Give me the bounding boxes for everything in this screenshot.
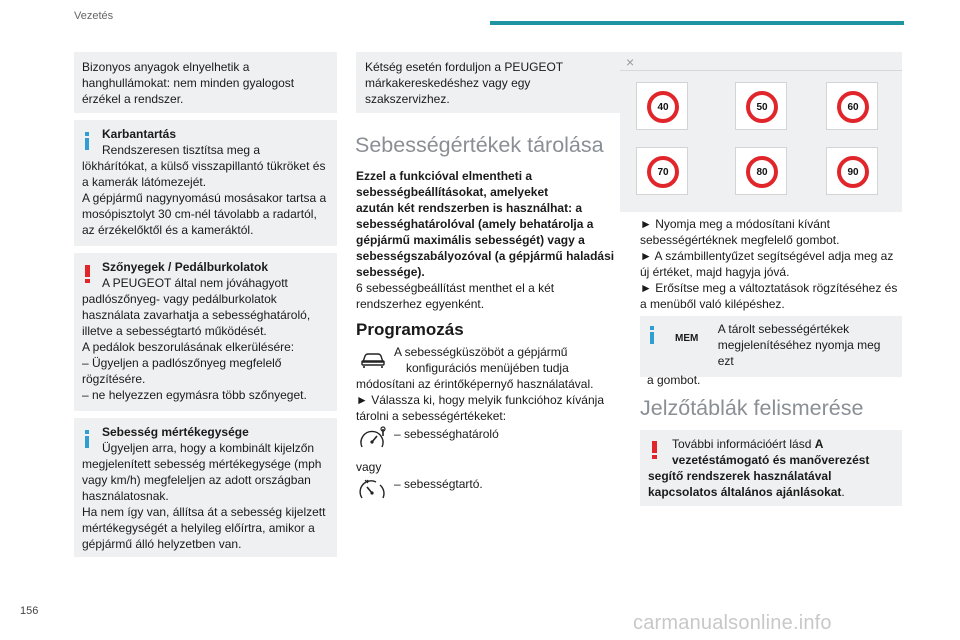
step-line: sebességértéknek megfelelő gombot. — [640, 233, 840, 247]
text-line: sebességbeállításokat, amelyeket — [356, 185, 549, 199]
speed-button[interactable] — [636, 82, 688, 130]
text-line: sebessége). — [356, 265, 425, 279]
info-line: vagy km/h) megfeleljen az adott országban — [82, 473, 311, 487]
speed-sign: 60 — [837, 91, 869, 123]
text-line: sebességszabályozóval (a gépjármű haladási — [356, 249, 615, 263]
note-line: hanghullámokat: nem minden gyalogost — [82, 76, 295, 90]
info-marker-icon — [85, 430, 89, 448]
info-heading: Sebesség mértékegysége — [102, 425, 249, 439]
note-box-sound-absorption — [74, 52, 337, 113]
warning-text: . — [841, 485, 845, 499]
section-title-sign-recognition: Jelzőtáblák felismerése — [640, 396, 864, 420]
warning-box-more-info — [640, 430, 902, 506]
header-accent-bar — [490, 21, 904, 25]
info-line: a gombot. — [647, 373, 701, 387]
step-line: ► A számbillentyűzet segítségével adja meg az — [640, 249, 894, 263]
info-line: A gépjármű nagynyomású mosásakor tartsa a — [82, 191, 327, 205]
note-box-dealer — [356, 52, 620, 113]
warning-text-bold: kapcsolatos általános ajánlásokat — [648, 485, 842, 499]
info-line: A tárolt sebességértékek — [717, 322, 850, 336]
watermark: carmanualsonline.info — [633, 612, 832, 634]
warning-line: A PEUGEOT által nem jóváhagyott — [102, 276, 288, 290]
speed-memory-screen — [620, 52, 902, 212]
speed-sign: 50 — [746, 91, 778, 123]
note-line: Kétség esetén forduljon a PEUGEOT — [365, 60, 564, 74]
steps-text — [640, 216, 910, 312]
intro-bold-text — [356, 168, 624, 280]
close-icon[interactable]: × — [626, 54, 635, 70]
warning-line: illetve a sebességtartó működését. — [82, 324, 267, 338]
warning-line: – Ügyeljen a padlószőnyeg megfelelő — [82, 356, 282, 370]
text-line: azután két rendszerben is használhat: a — [356, 201, 583, 215]
warning-line: A pedálok beszorulásának elkerülésére: — [82, 340, 295, 354]
cruise-control-icon — [356, 476, 390, 502]
info-line: Ügyeljen arra, hogy a kombinált kijelzőn — [102, 441, 315, 455]
note-line: márkakereskedéshez vagy egy — [365, 76, 531, 90]
info-line: Ha nem így van, állítsa át a sebesség kijelzett — [82, 505, 326, 519]
text-line: A sebességküszöböt a gépjármű — [394, 345, 568, 359]
speed-sign: 90 — [837, 156, 869, 188]
running-header: Vezetés — [74, 10, 114, 22]
warning-box-floor-mats — [74, 253, 337, 411]
info-marker-icon — [650, 326, 654, 344]
car-settings-icon — [356, 345, 390, 371]
text-line: sebességhatárolóval (amely behatárolja a — [356, 217, 594, 231]
speed-button[interactable] — [826, 82, 878, 130]
subheading-programming: Programozás — [356, 320, 464, 339]
info-line: megjelenített sebesség mértékegysége (mph — [82, 457, 322, 471]
intro-text — [356, 280, 624, 312]
warning-heading: Szőnyegek / Pedálburkolatok — [102, 260, 269, 274]
info-line: mosópisztolyt 30 cm-nél távolabb a radartól, — [82, 207, 317, 221]
step-line: új értéket, majd hagyja jóvá. — [640, 265, 790, 279]
step-line: ► Nyomja meg a módosítani kívánt — [640, 217, 830, 231]
warning-text-bold: vezetéstámogató és manőverezést — [672, 453, 870, 467]
info-line: mértékegységét a helyileg előírtra, amikor a — [82, 521, 315, 535]
limiter-label: – sebességhatároló — [394, 427, 499, 441]
speed-button[interactable] — [735, 147, 787, 195]
note-line: érzékel a rendszer. — [82, 92, 184, 106]
note-line: szakszervizhez. — [365, 92, 450, 106]
info-marker-icon — [85, 132, 89, 150]
mem-button-icon: MEM — [675, 333, 699, 344]
info-line: az érzékelőktől és a kameráktól. — [82, 223, 254, 237]
info-line: használatosnak. — [82, 489, 169, 503]
text-line: 6 sebességbeállítást menthet el a két — [356, 281, 555, 295]
text-line: tárolni a sebességértékeket: — [356, 409, 507, 423]
warning-line: használata zavarhatja a sebességhatároló, — [82, 308, 311, 322]
info-heading: Karbantartás — [102, 127, 177, 141]
info-line: megjelenítéséhez nyomja meg ezt — [717, 338, 881, 368]
info-box-speed-unit — [74, 418, 337, 557]
cruise-label: – sebességtartó. — [394, 477, 483, 491]
text-line: Ezzel a funkcióval elmentheti a — [356, 169, 533, 183]
panel-divider — [620, 70, 902, 71]
text-line: konfigurációs menüjében tudja — [406, 361, 569, 375]
text-line: módosítani az érintőképernyő használatával. — [356, 377, 594, 391]
info-line: gépjármű álló helyzetben van. — [82, 537, 242, 551]
speed-sign: 70 — [647, 156, 679, 188]
or-label: vagy — [356, 460, 382, 474]
text-line: rendszerhez egyenként. — [356, 297, 485, 311]
warning-marker-icon — [85, 265, 90, 283]
step-line: a menüből való kilépéshez. — [640, 297, 785, 311]
note-line: Bizonyos anyagok elnyelhetik a — [82, 60, 250, 74]
info-line: lökhárítókat, a külső visszapillantó tükröket és — [82, 159, 326, 173]
text-line: gépjármű maximális sebességét) vagy a — [356, 233, 585, 247]
warning-text: További információért lásd — [672, 437, 815, 451]
speed-button[interactable] — [735, 82, 787, 130]
page-number: 156 — [20, 605, 39, 617]
info-box-maintenance — [74, 120, 337, 246]
info-line: Rendszeresen tisztítsa meg a — [102, 143, 261, 157]
info-box-mem — [640, 316, 902, 387]
warning-line: – ne helyezzen egymásra több szőnyeget. — [82, 388, 307, 402]
warning-marker-icon — [652, 441, 657, 459]
text-line: ► Válassza ki, hogy melyik funkcióhoz kívánja — [356, 393, 604, 407]
step-line: ► Erősítse meg a változtatások rögzítéséhez és — [640, 281, 898, 295]
warning-line: padlószőnyeg- vagy pedálburkolatok — [82, 292, 277, 306]
info-line: a kamerák látómezejét. — [82, 175, 207, 189]
section-title-speed-memory: Sebességértékek tárolása — [355, 133, 604, 157]
speed-sign: 40 — [647, 91, 679, 123]
programming-text — [356, 376, 626, 424]
warning-line: rögzítésére. — [82, 372, 146, 386]
speed-button[interactable] — [826, 147, 878, 195]
warning-text-bold: segítő rendszerek használatával — [648, 469, 832, 483]
programming-text-indented — [394, 344, 626, 376]
speed-button[interactable] — [636, 147, 688, 195]
speed-sign: 80 — [746, 156, 778, 188]
speed-limiter-icon — [356, 426, 390, 452]
warning-text-bold: A — [814, 437, 824, 451]
